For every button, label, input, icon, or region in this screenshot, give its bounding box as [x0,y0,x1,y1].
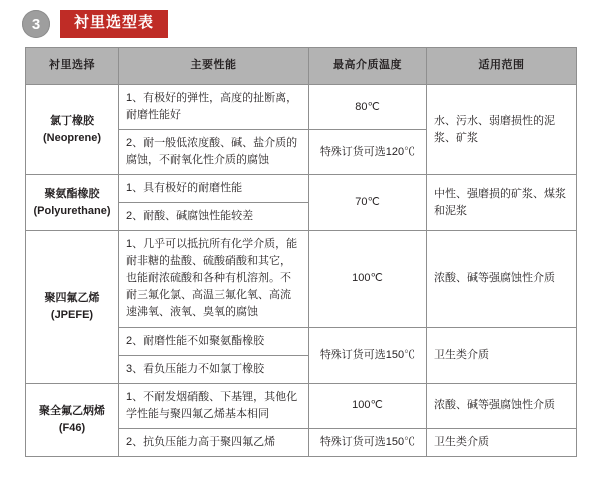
max-temp-value: 70℃ [309,175,427,231]
max-temp-value: 100℃ [309,231,427,327]
section-number-badge: 3 [22,10,50,38]
max-temp-value: 80℃ [309,85,427,130]
lining-selection-table-wrapper [25,47,576,457]
table-header [26,48,577,85]
lining-name-line2: (Polyurethane) [33,204,111,217]
max-temp-value: 100℃ [309,383,427,428]
table-row [26,231,577,327]
performance-text: 2、耐一般低浓度酸、碱、盐介质的腐蚀，不耐氧化性介质的腐蚀 [119,130,309,175]
lining-name-line2: (JPEFE) [50,308,94,321]
lining-name-line1: 聚氨酯橡胶 [44,187,100,200]
max-temp-value: 特殊订货可选150℃ [309,428,427,456]
column-header-performance: 主要性能 [119,48,309,85]
application-range: 浓酸、碱等强腐蚀性介质 [427,231,577,327]
table-body [26,85,577,457]
column-header-max-temp: 最高介质温度 [309,48,427,85]
lining-name-neoprene [26,85,119,175]
lining-name-jpefe [26,231,119,383]
lining-name-line2: (Neoprene) [42,131,102,144]
performance-text: 2、耐磨性能不如聚氨酯橡胶 [119,327,309,355]
performance-text: 3、看负压能力不如氯丁橡胶 [119,355,309,383]
performance-text: 1、有极好的弹性，高度的扯断离，耐磨性能好 [119,85,309,130]
lining-selection-table [25,47,577,457]
lining-name-line1: 聚四氟乙烯 [44,291,100,304]
table-header-row [26,48,577,85]
performance-text: 1、不耐发烟硝酸、下基锂，其他化学性能与聚四氟乙烯基本相同 [119,383,309,428]
lining-name-polyurethane [26,175,119,231]
table-row [26,85,577,130]
performance-text: 2、耐酸、碱腐蚀性能较差 [119,203,309,231]
application-range: 卫生类介质 [427,428,577,456]
lining-name-line1: 氯丁橡胶 [50,114,94,127]
lining-name-f46 [26,383,119,456]
application-range: 水、污水、弱磨损性的泥浆、矿浆 [427,85,577,175]
max-temp-value: 特殊订货可选150℃ [309,327,427,383]
page-title-bar [22,9,168,39]
application-range: 浓酸、碱等强腐蚀性介质 [427,383,577,428]
lining-name-line1: 聚全氟乙炳烯 [39,404,105,417]
performance-text: 1、几乎可以抵抗所有化学介质，能耐非糖的盐酸、硫酸硝酸和其它，也能耐浓硫酸和各种有机溶剂。不耐三氟化氯、高温三氟化氧、高流速沸氧、液氧、臭氧的腐蚀 [119,231,309,327]
page-title: 衬里选型表 [60,10,168,38]
column-header-application: 适用范围 [427,48,577,85]
column-header-lining: 衬里选择 [26,48,119,85]
application-range: 卫生类介质 [427,327,577,383]
application-range: 中性、强磨损的矿浆、煤浆和泥浆 [427,175,577,231]
performance-text: 2、抗负压能力高于聚四氟乙烯 [119,428,309,456]
max-temp-value: 特殊订货可选120℃ [309,130,427,175]
lining-name-line2: (F46) [58,421,86,434]
table-row [26,175,577,203]
performance-text: 1、具有极好的耐磨性能 [119,175,309,203]
table-row [26,383,577,428]
